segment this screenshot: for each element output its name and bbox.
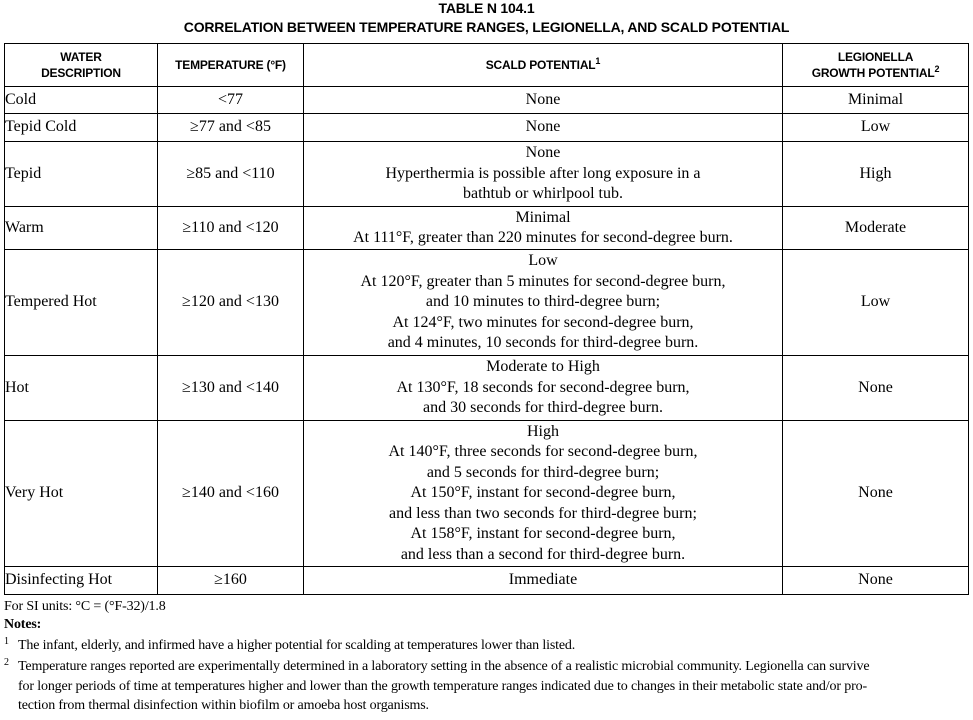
scald-line: and less than two seconds for third-degree burn; bbox=[389, 504, 697, 522]
cell-legionella: Minimal bbox=[783, 87, 969, 114]
cell-legionella: High bbox=[783, 142, 969, 207]
footnote-2 bbox=[4, 657, 970, 716]
cell-scald bbox=[304, 87, 783, 114]
cell-description: Cold bbox=[5, 87, 158, 114]
notes-label: Notes: bbox=[4, 617, 42, 632]
cell-description: Warm bbox=[5, 207, 158, 250]
header-row bbox=[5, 44, 969, 87]
scald-line: At 124°F, two minutes for second-degree burn, bbox=[392, 313, 694, 331]
scald-line: and 30 seconds for third-degree burn. bbox=[423, 399, 663, 417]
header-water-description bbox=[5, 44, 158, 87]
scald-line: and 4 minutes, 10 seconds for third-degree burn. bbox=[387, 334, 699, 352]
cell-scald bbox=[304, 250, 783, 356]
cell-description: Very Hot bbox=[5, 421, 158, 567]
footnote-text: tection from thermal disinfection within biofilm or amoeba host organisms. bbox=[18, 698, 429, 713]
table-row bbox=[5, 114, 969, 142]
cell-temperature: ≥140 and <160 bbox=[158, 421, 304, 567]
table-number: TABLE N 104.1 bbox=[438, 0, 535, 16]
scald-line: At 150°F, instant for second-degree burn, bbox=[410, 484, 676, 502]
footnote-number: 2 bbox=[4, 657, 9, 668]
table-row bbox=[5, 207, 969, 250]
header-scald-potential bbox=[304, 44, 783, 87]
scald-line: and 10 minutes to third-degree burn; bbox=[425, 293, 661, 311]
scald-line: None bbox=[525, 144, 561, 162]
table-title: CORRELATION BETWEEN TEMPERATURE RANGES, LEGIONELLA, AND SCALD POTENTIAL bbox=[183, 19, 790, 35]
header-legionella bbox=[783, 44, 969, 87]
cell-legionella: None bbox=[783, 421, 969, 567]
cell-temperature: ≥77 and <85 bbox=[158, 114, 304, 142]
footnote-text: The infant, elderly, and infirmed have a higher potential for scalding at temperatures lower than listed. bbox=[18, 638, 576, 653]
table-row bbox=[5, 250, 969, 356]
table-row bbox=[5, 567, 969, 595]
scald-line: bathtub or whirlpool tub. bbox=[463, 185, 623, 203]
header-label: SCALD POTENTIAL bbox=[485, 58, 596, 72]
cell-scald bbox=[304, 207, 783, 250]
cell-legionella: None bbox=[783, 567, 969, 595]
cell-temperature: <77 bbox=[158, 87, 304, 114]
footnote-text: for longer periods of time at temperatures higher and lower than the growth temperature ranges indicated due to changes in their metabolic state and/or pro- bbox=[18, 678, 867, 694]
cell-legionella: Low bbox=[783, 114, 969, 142]
scald-line: High bbox=[527, 422, 559, 440]
cell-description: Hot bbox=[5, 356, 158, 421]
cell-legionella: None bbox=[783, 356, 969, 421]
header-line: LEGIONELLA bbox=[837, 50, 914, 64]
table-row bbox=[5, 142, 969, 207]
footnote-number: 1 bbox=[4, 636, 9, 647]
scald-line: Hyperthermia is possible after long exposure in a bbox=[385, 164, 701, 182]
cell-description: Tepid bbox=[5, 142, 158, 207]
cell-temperature: ≥120 and <130 bbox=[158, 250, 304, 356]
scald-line: and 5 seconds for third-degree burn; bbox=[426, 463, 660, 481]
correlation-table bbox=[4, 43, 969, 595]
scald-line: None bbox=[525, 90, 561, 108]
scald-line: At 111°F, greater than 220 minutes for second-degree burn. bbox=[353, 229, 733, 246]
scald-line: Low bbox=[528, 252, 558, 270]
header-temperature bbox=[158, 44, 304, 87]
cell-temperature: ≥160 bbox=[158, 567, 304, 595]
scald-line: Immediate bbox=[508, 571, 578, 589]
cell-temperature: ≥110 and <120 bbox=[158, 207, 304, 250]
scald-line: At 130°F, 18 seconds for second-degree burn, bbox=[396, 378, 690, 396]
cell-description: Tempered Hot bbox=[5, 250, 158, 356]
scald-line: Moderate to High bbox=[486, 358, 600, 376]
header-line: GROWTH POTENTIAL bbox=[811, 66, 935, 80]
scald-line: and less than a second for third-degree burn. bbox=[400, 545, 686, 563]
cell-description: Tepid Cold bbox=[5, 114, 158, 142]
table-row bbox=[5, 87, 969, 114]
scald-line: None bbox=[525, 118, 561, 136]
header-line: WATER bbox=[60, 50, 102, 64]
cell-scald bbox=[304, 421, 783, 567]
footnote-ref-1: 1 bbox=[595, 56, 601, 66]
footnote-text: Temperature ranges reported are experimentally determined in a laboratory setting in the absence of a realistic microbial community. Legionella can survive bbox=[18, 659, 870, 674]
cell-temperature: ≥130 and <140 bbox=[158, 356, 304, 421]
scald-line: At 140°F, three seconds for second-degree burn, bbox=[388, 443, 698, 461]
cell-description: Disinfecting Hot bbox=[5, 567, 158, 595]
scald-line: Minimal bbox=[515, 208, 571, 226]
cell-temperature: ≥85 and <110 bbox=[158, 142, 304, 207]
cell-scald bbox=[304, 356, 783, 421]
header-label: TEMPERATURE (°F) bbox=[175, 58, 286, 72]
si-units-note: For SI units: °C = (°F-32)/1.8 bbox=[4, 599, 166, 614]
header-line: DESCRIPTION bbox=[41, 66, 121, 80]
footnote-ref-2: 2 bbox=[934, 64, 940, 74]
cell-legionella: Moderate bbox=[783, 207, 969, 250]
table-row bbox=[5, 421, 969, 567]
cell-legionella: Low bbox=[783, 250, 969, 356]
footnote-1 bbox=[4, 636, 970, 656]
scald-line: At 120°F, greater than 5 minutes for second-degree burn, bbox=[360, 272, 726, 290]
cell-scald bbox=[304, 142, 783, 207]
scald-line: At 158°F, instant for second-degree burn, bbox=[410, 525, 676, 543]
cell-scald bbox=[304, 567, 783, 595]
cell-scald bbox=[304, 114, 783, 142]
table-row bbox=[5, 356, 969, 421]
